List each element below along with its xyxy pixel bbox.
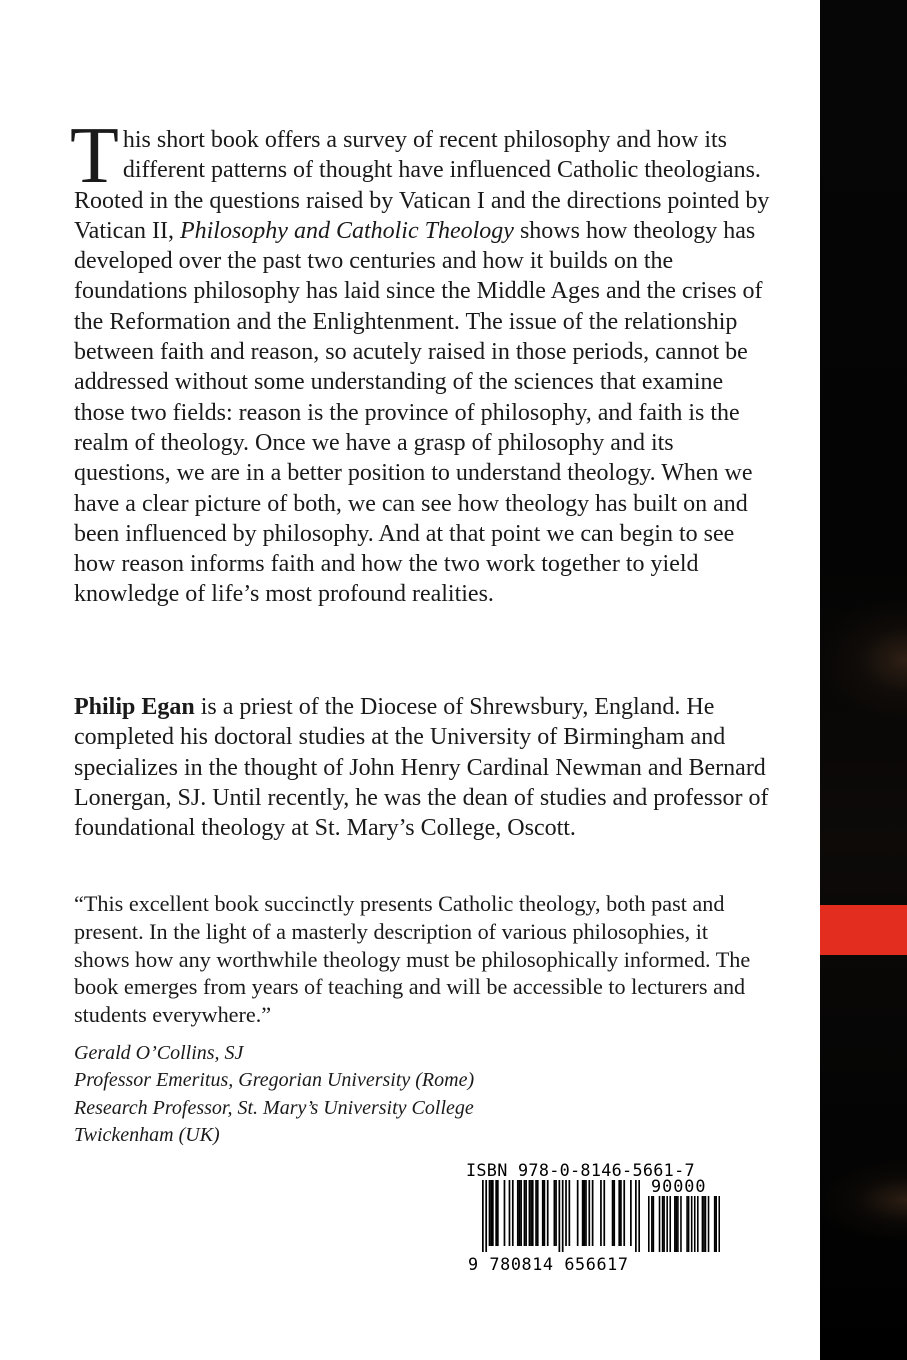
- barcode-bar: [497, 1180, 499, 1246]
- barcode-bar: [653, 1196, 655, 1252]
- barcode-bar: [648, 1196, 650, 1252]
- barcode-bar: [612, 1180, 614, 1246]
- attribution-line: Research Professor, St. Mary’s University College: [74, 1096, 474, 1119]
- barcode-bar: [542, 1180, 544, 1246]
- barcode-bar: [694, 1196, 696, 1252]
- barcode-bar: [663, 1196, 665, 1252]
- barcode-bar: [620, 1180, 622, 1246]
- barcode-bar: [669, 1196, 671, 1252]
- barcode-bar: [562, 1180, 564, 1252]
- barcode-bar: [613, 1180, 615, 1246]
- barcode-bar: [588, 1180, 590, 1246]
- barcode-bar: [714, 1196, 716, 1252]
- barcode-bar: [512, 1180, 514, 1246]
- barcode-bar: [559, 1180, 561, 1252]
- barcode-bar: [600, 1180, 602, 1246]
- barcode-bar: [676, 1196, 678, 1252]
- barcode-bar: [577, 1180, 579, 1246]
- attribution-line: Twickenham (UK): [74, 1124, 220, 1147]
- drop-cap: T: [70, 112, 119, 200]
- barcode-bar: [490, 1180, 492, 1246]
- addon-barcode: [648, 1196, 720, 1252]
- barcode-bar: [535, 1180, 537, 1246]
- author-bio: [74, 692, 774, 843]
- barcode-bar: [688, 1196, 690, 1252]
- barcode-bar: [618, 1180, 620, 1246]
- barcode-bar: [630, 1180, 632, 1246]
- barcode-bar: [677, 1196, 679, 1252]
- barcode-bar: [544, 1180, 546, 1246]
- barcode-bar: [697, 1196, 699, 1252]
- barcode-bar: [554, 1180, 556, 1246]
- dark-edge-glow: [820, 1160, 907, 1240]
- barcode-bar: [585, 1180, 587, 1246]
- barcode-bar: [530, 1180, 532, 1246]
- barcode-bar: [623, 1180, 625, 1246]
- barcode-bar: [708, 1196, 710, 1252]
- author-name: Philip Egan: [74, 694, 195, 720]
- barcode-bar: [485, 1180, 487, 1252]
- barcode-bar: [524, 1180, 526, 1246]
- barcode-bar: [638, 1180, 640, 1252]
- barcode-bar: [703, 1196, 705, 1252]
- book-description: [70, 112, 774, 610]
- barcode-bar: [718, 1196, 720, 1252]
- barcode-bar: [603, 1180, 605, 1246]
- barcode-bar: [583, 1180, 585, 1246]
- barcode-bar: [691, 1196, 693, 1252]
- barcode-bar: [662, 1196, 664, 1252]
- barcode-bar: [529, 1180, 531, 1246]
- barcode-bar: [659, 1196, 661, 1252]
- barcode-bar: [555, 1180, 557, 1246]
- barcode-bar: [565, 1180, 567, 1246]
- author-bio-text: is a priest of the Diocese of Shrewsbury, England. He completed his doctoral studies at the University of Birmingham and specializes in the thought of John Henry Cardinal Newman and Bernard Lonergan, SJ. Until recently, he was the dean of studies and professor of foundational theology at St. Mary’s College, Oscott.: [74, 694, 769, 842]
- barcode-bar: [519, 1180, 521, 1246]
- barcode-bar: [509, 1180, 511, 1246]
- barcode-bar: [517, 1180, 519, 1246]
- barcode-bar: [532, 1180, 534, 1246]
- barcode-bar: [547, 1180, 549, 1246]
- barcode-bar: [504, 1180, 506, 1246]
- attribution-line: Professor Emeritus, Gregorian University (Rome): [74, 1069, 475, 1092]
- endorsement-attribution: [74, 1040, 774, 1150]
- barcode-bar: [582, 1180, 584, 1246]
- red-accent-stripe: [820, 905, 907, 955]
- endorsement-quote: “This excellent book succinctly presents Catholic theology, both past and present. In the light of a masterly description of various philosophies, it shows how any worthwhile theology must be philosophically informed. The book emerges from years of teaching and will be accessible to lecturers and students everywhere.”: [74, 891, 751, 1028]
- barcode-bar: [666, 1196, 668, 1252]
- barcode-bar: [651, 1196, 653, 1252]
- barcode-bar: [489, 1180, 491, 1246]
- barcode-bar: [635, 1180, 637, 1252]
- barcode-digits: 9 780814 656617: [468, 1254, 629, 1274]
- barcode-bar: [568, 1180, 570, 1246]
- barcode-bar: [525, 1180, 527, 1246]
- barcode-bar: [705, 1196, 707, 1252]
- barcode-bar: [715, 1196, 717, 1252]
- barcode-bar: [492, 1180, 494, 1246]
- ean-barcode: [482, 1180, 640, 1252]
- barcode-addon-number: 90000: [651, 1176, 707, 1196]
- barcode-bar: [702, 1196, 704, 1252]
- barcode-bar: [592, 1180, 594, 1246]
- barcode-bar: [686, 1196, 688, 1252]
- dark-edge-glow: [820, 600, 907, 720]
- barcode-bar: [495, 1180, 497, 1246]
- attribution-line: Gerald O’Collins, SJ: [74, 1042, 244, 1064]
- barcode-bar: [482, 1180, 484, 1252]
- barcode-bar: [520, 1180, 522, 1246]
- description-text: shows how theology has developed over the past two centuries and how it builds on the foundations philosophy has laid since the Middle Ages and the crises of the Reformation and the Enlightenment. The issue of the relationship between faith and reason, so acutely raised in those periods, cannot be addressed without some understanding of the sciences that examine those two fields: reason is the province of philosophy, and faith is the realm of theology. Once we have a grasp of philosophy and its questions, we are in a better position to understand theology. When we have a clear picture of both, we can see how theology has built on and been influenced by philosophy. And at that point we can begin to see how reason informs faith and how the two work together to yield knowledge of life’s most profound realities.: [74, 217, 763, 608]
- barcode-bar: [680, 1196, 682, 1252]
- isbn-label: ISBN 978-0-8146-5661-7: [466, 1160, 695, 1180]
- barcode-bar: [674, 1196, 676, 1252]
- book-title: Philosophy and Catholic Theology: [179, 217, 514, 244]
- description-text: his short book offers a survey of recent philosophy and how its different patterns of thought have influenced Catholic theologians. Rooted in the questions raised by Vatican I and the directions pointed by Vatican II,: [74, 127, 770, 244]
- barcode-bar: [537, 1180, 539, 1246]
